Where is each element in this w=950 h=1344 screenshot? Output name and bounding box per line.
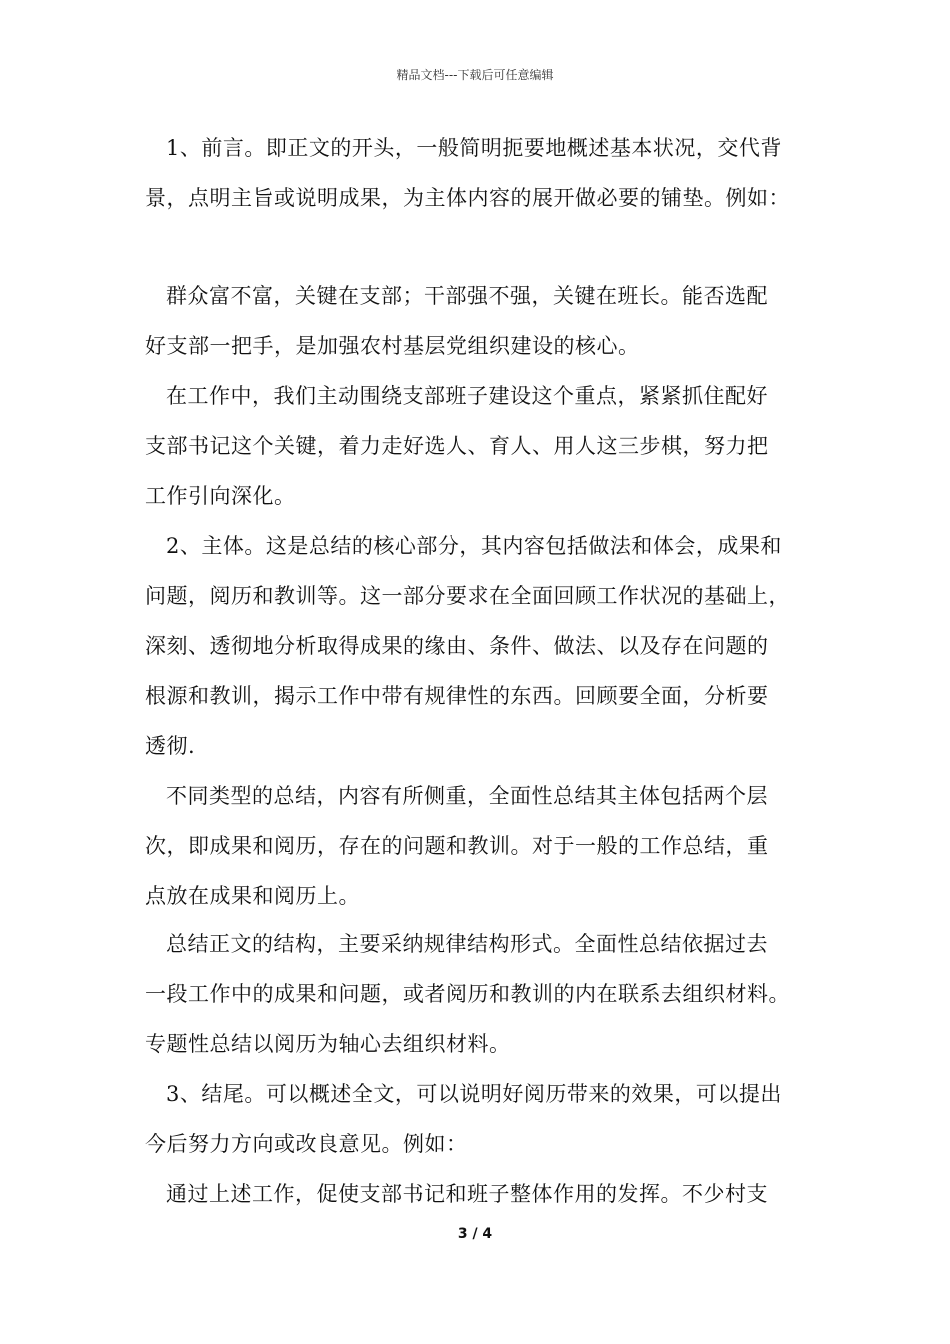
text-line: 深刻、透彻地分析取得成果的缘由、条件、做法、以及存在问题的	[145, 634, 769, 658]
text-line: 2、主体。这是总结的核心部分，其内容包括做法和体会，成果和	[166, 534, 782, 558]
text-line: 工作引向深化。	[145, 484, 296, 508]
text-line: 在工作中，我们主动围绕支部班子建设这个重点，紧紧抓住配好	[166, 384, 768, 408]
text-line: 专题性总结以阅历为轴心去组织材料。	[145, 1032, 511, 1056]
text-line: 透彻.	[145, 734, 196, 758]
text-line: 好支部一把手，是加强农村基层党组织建设的核心。	[145, 334, 640, 358]
text-line: 今后努力方向或改良意见。例如：	[145, 1132, 468, 1156]
text-line: 不同类型的总结，内容有所侧重，全面性总结其主体包括两个层	[166, 784, 768, 808]
text-line: 景，点明主旨或说明成果，为主体内容的展开做必要的铺垫。例如：	[145, 186, 790, 210]
text-line: 1、前言。即正文的开头，一般简明扼要地概述基本状况，交代背	[166, 136, 782, 160]
text-line: 次，即成果和阅历，存在的问题和教训。对于一般的工作总结，重	[145, 834, 769, 858]
text-line: 总结正文的结构，主要采纳规律结构形式。全面性总结依据过去	[166, 932, 768, 956]
text-line: 点放在成果和阅历上。	[145, 884, 360, 908]
text-line: 一段工作中的成果和问题，或者阅历和教训的内在联系去组织材料。	[145, 982, 790, 1006]
text-line: 通过上述工作，促使支部书记和班子整体作用的发挥。不少村支	[166, 1182, 768, 1206]
page-header: 精品文档---下载后可任意编辑	[396, 68, 554, 82]
text-line: 根源和教训，揭示工作中带有规律性的东西。回顾要全面，分析要	[145, 684, 769, 708]
text-line: 支部书记这个关键，着力走好选人、育人、用人这三步棋，努力把	[145, 434, 769, 458]
text-line: 群众富不富，关键在支部；干部强不强，关键在班长。能否选配	[166, 284, 768, 308]
page-number: 3 / 4	[457, 1226, 493, 1242]
text-line: 3、结尾。可以概述全文，可以说明好阅历带来的效果，可以提出	[166, 1082, 782, 1106]
text-line: 问题，阅历和教训等。这一部分要求在全面回顾工作状况的基础上，	[145, 584, 790, 608]
